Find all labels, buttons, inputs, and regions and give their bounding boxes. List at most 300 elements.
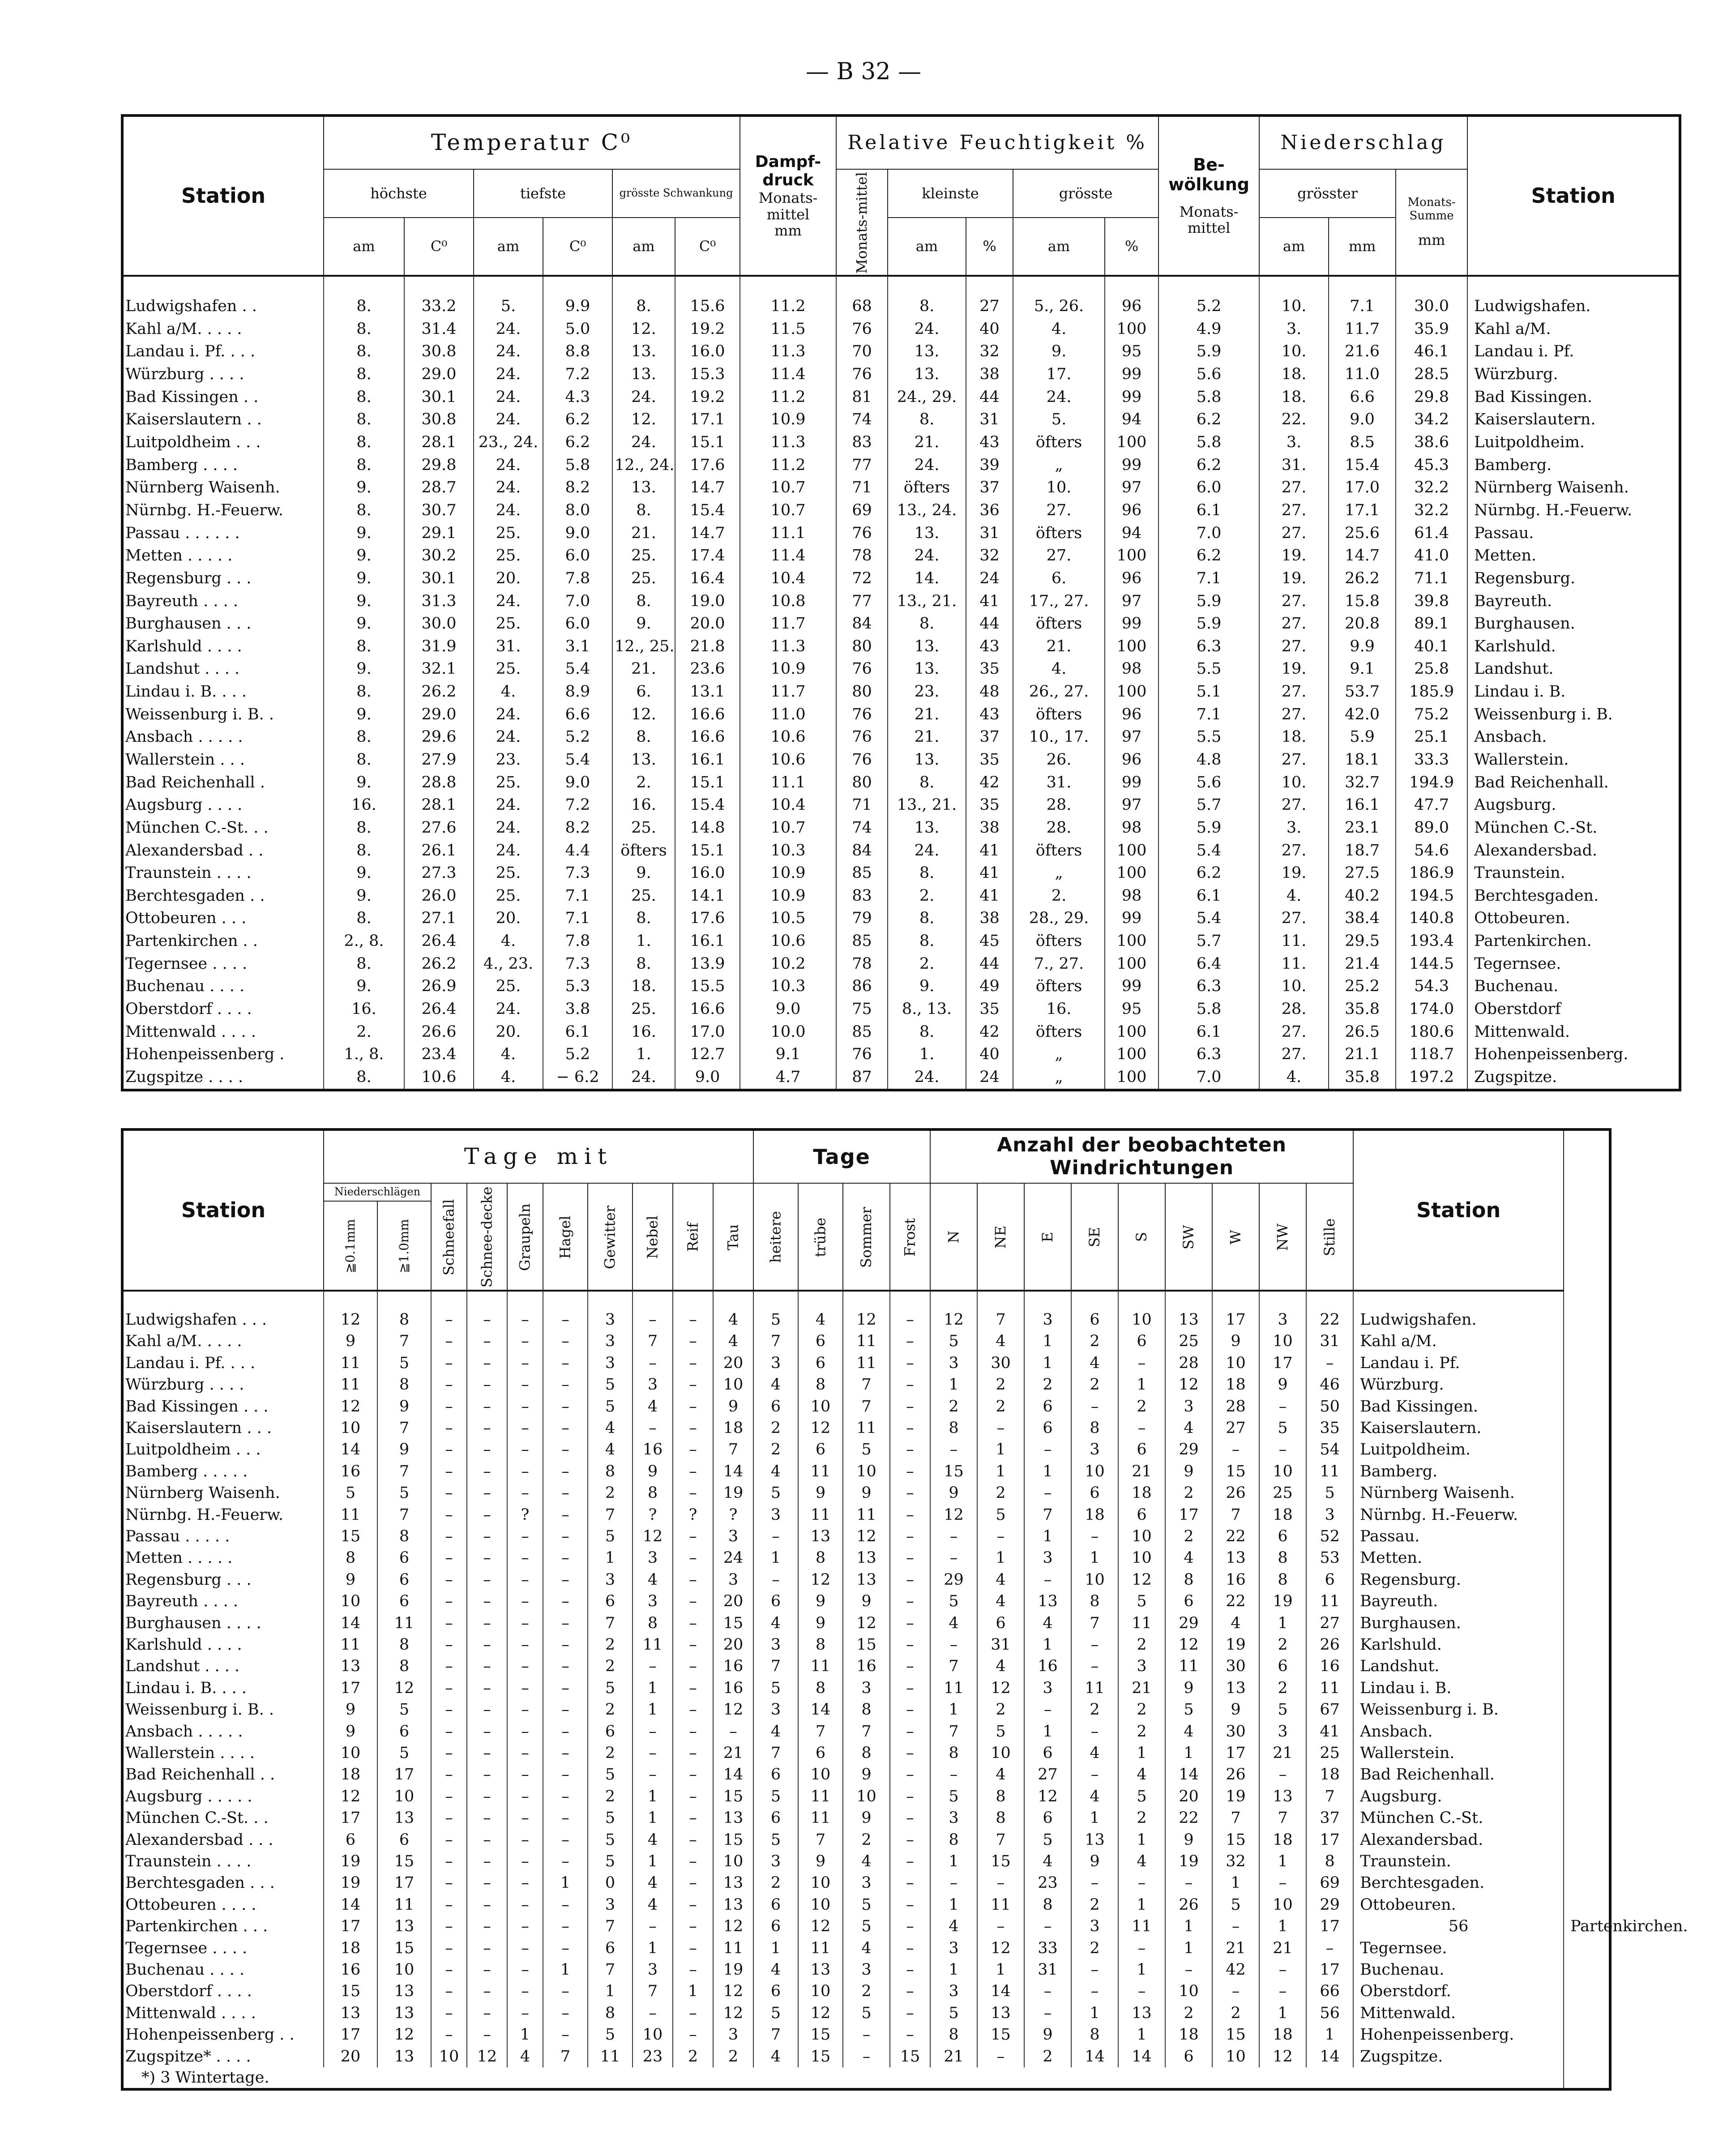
value-cell: 89.1 — [1396, 612, 1467, 635]
station-cell: Hohenpeissenberg . — [122, 1044, 324, 1066]
value-cell: 25. — [474, 862, 543, 885]
value-cell: 76 — [836, 522, 888, 545]
station-cell: Metten . . . . . — [122, 1548, 324, 1569]
value-cell: – — [890, 1331, 930, 1352]
value-cell: 71.1 — [1396, 567, 1467, 590]
value-cell: 31. — [474, 635, 543, 658]
value-cell: 84 — [836, 839, 888, 862]
station-cell: Bayreuth . . . . — [122, 590, 324, 613]
value-cell: 94 — [1105, 409, 1158, 432]
value-cell: 28. — [1259, 998, 1329, 1021]
value-cell: 12 — [930, 1504, 977, 1526]
station-right-cell: Mittenwald. — [1353, 2002, 1564, 2024]
station-cell: Landshut . . . . — [122, 1656, 324, 1677]
value-cell: 42 — [966, 1021, 1013, 1044]
value-cell: 9 — [1071, 1851, 1118, 1872]
value-cell: – — [543, 1396, 588, 1417]
value-cell: – — [673, 1548, 713, 1569]
value-cell: 10 — [633, 2024, 673, 2046]
value-cell: 4 — [1165, 1548, 1212, 1569]
value-cell: 8.9 — [543, 680, 612, 703]
value-cell: 9. — [324, 477, 404, 500]
value-cell: 9 — [930, 1482, 977, 1504]
value-cell: – — [507, 1808, 543, 1829]
value-cell: 85 — [836, 930, 888, 953]
value-cell: 27. — [1259, 499, 1329, 522]
value-cell: 1. — [888, 1044, 966, 1066]
value-cell: 3 — [713, 1569, 753, 1591]
value-cell: – — [543, 1829, 588, 1851]
station-cell: Nürnbg. H.-Feuerw. — [122, 499, 324, 522]
value-cell: 2 — [1071, 1331, 1118, 1352]
value-cell: 4.7 — [740, 1066, 836, 1090]
value-cell: 2 — [977, 1482, 1024, 1504]
value-cell: 76 — [836, 726, 888, 749]
bewoelkung-label: Be-wölkung — [1168, 155, 1249, 194]
station-right-cell: Kahl a/M. — [1467, 318, 1680, 341]
value-cell: 89.0 — [1396, 817, 1467, 839]
value-cell: 14 — [713, 1461, 753, 1482]
value-cell: 7 — [377, 1461, 431, 1482]
value-cell: 4. — [474, 1066, 543, 1090]
value-cell: 13 — [377, 1981, 431, 2002]
station-right-cell: Hohenpeissenberg. — [1353, 2024, 1564, 2046]
value-cell: 7 — [843, 1374, 890, 1395]
value-cell: 26.2 — [1329, 567, 1396, 590]
value-cell: – — [431, 1981, 467, 2002]
value-cell: 5.6 — [1158, 363, 1259, 386]
value-cell: 5 — [588, 1808, 633, 1829]
value-cell: 2 — [977, 1699, 1024, 1721]
value-cell: – — [431, 1742, 467, 1764]
value-cell: 12 — [843, 1613, 890, 1634]
value-cell: 1 — [1118, 2024, 1165, 2046]
value-cell: – — [467, 1309, 507, 1330]
value-cell: 13 — [1071, 1829, 1118, 1851]
station-right-cell: Alexandersbad. — [1353, 1829, 1564, 1851]
value-cell: 100 — [1105, 1066, 1158, 1090]
value-cell: 25. — [612, 885, 675, 907]
value-cell: 20 — [713, 1352, 753, 1374]
value-cell: 3 — [588, 1894, 633, 1916]
station-right-cell: Partenkirchen. — [1564, 1916, 1610, 1938]
value-cell: 6 — [977, 1613, 1024, 1634]
niederschlag-header: Niederschlag — [1259, 116, 1467, 169]
station-cell: Buchenau . . . . — [122, 1959, 324, 1981]
value-cell: 2 — [1024, 1374, 1071, 1395]
value-cell: 6 — [377, 1548, 431, 1569]
value-cell: 10.5 — [740, 907, 836, 930]
value-cell: 15 — [377, 1938, 431, 1959]
value-cell: 10 — [1165, 1981, 1212, 2002]
table-row — [122, 1482, 1610, 1504]
value-cell: 5.8 — [1158, 998, 1259, 1021]
value-cell: 9.0 — [1329, 409, 1396, 432]
value-cell: 14 — [1118, 2046, 1165, 2067]
value-cell: 1 — [507, 2024, 543, 2046]
value-cell: 100 — [1105, 862, 1158, 885]
value-cell: 15 — [798, 2024, 843, 2046]
value-cell: 27 — [1306, 1613, 1353, 1634]
value-cell: – — [543, 1742, 588, 1764]
value-cell: 11 — [798, 1808, 843, 1829]
station-cell: Oberstdorf . . . . — [122, 1981, 324, 2002]
value-cell: – — [1259, 1981, 1306, 2002]
station-header: Station — [122, 116, 324, 276]
table-row — [122, 839, 1680, 862]
value-cell: 14 — [324, 1439, 377, 1461]
table-row — [122, 1396, 1610, 1417]
value-cell: 17 — [324, 1916, 377, 1938]
value-cell: – — [890, 2002, 930, 2024]
value-cell: 16.6 — [675, 998, 740, 1021]
station-right-cell: Ludwigshafen. — [1353, 1309, 1564, 1330]
value-cell: 15.1 — [675, 771, 740, 794]
station-right-cell: Nürnberg Waisenh. — [1467, 477, 1680, 500]
value-cell: 35 — [966, 749, 1013, 771]
value-cell: 20.8 — [1329, 612, 1396, 635]
value-cell: 6.1 — [543, 1021, 612, 1044]
station-right-cell: München C.-St. — [1467, 817, 1680, 839]
value-cell: 9 — [798, 1591, 843, 1612]
value-cell: 1 — [753, 1938, 798, 1959]
value-cell: 100 — [1105, 1044, 1158, 1066]
value-cell: 8. — [612, 907, 675, 930]
value-cell: 2. — [888, 953, 966, 975]
value-cell: 10 — [798, 1873, 843, 1894]
value-cell: – — [1024, 1916, 1071, 1938]
value-cell: 19 — [713, 1482, 753, 1504]
value-cell: 12 — [713, 1699, 753, 1721]
value-cell: 38 — [966, 907, 1013, 930]
value-cell: 2. — [888, 885, 966, 907]
value-cell: 29.1 — [404, 522, 474, 545]
value-cell: – — [713, 1721, 753, 1742]
value-cell: 4 — [843, 1938, 890, 1959]
value-cell: – — [890, 1439, 930, 1461]
value-cell: 3 — [930, 1981, 977, 2002]
station-right-cell: Bayreuth. — [1467, 590, 1680, 613]
value-cell: 11.7 — [1329, 318, 1396, 341]
value-cell: 2 — [1118, 1396, 1165, 1417]
station-right-cell: Kaiserslautern. — [1353, 1417, 1564, 1439]
value-cell: 3 — [843, 1873, 890, 1894]
value-cell: 42.0 — [1329, 703, 1396, 726]
value-cell: 47.7 — [1396, 794, 1467, 817]
value-cell: 7., 27. — [1013, 953, 1105, 975]
value-cell: 4 — [633, 1873, 673, 1894]
value-cell: 38 — [966, 817, 1013, 839]
station-right-cell: Würzburg. — [1467, 363, 1680, 386]
value-cell: 5. — [1013, 409, 1105, 432]
value-cell: 5 — [1118, 1591, 1165, 1612]
value-cell: – — [467, 1331, 507, 1352]
climate-table-temperature — [121, 114, 1681, 1091]
value-cell: 30.0 — [1396, 295, 1467, 318]
value-cell: 1., 8. — [324, 1044, 404, 1066]
value-cell: 69 — [836, 499, 888, 522]
value-cell: 26.1 — [404, 839, 474, 862]
station-right-cell: Luitpoldheim. — [1467, 431, 1680, 454]
value-cell: 30.1 — [404, 386, 474, 409]
station-right-cell: Landshut. — [1467, 658, 1680, 681]
value-cell: 8. — [888, 409, 966, 432]
value-cell: 7.3 — [543, 953, 612, 975]
value-cell: 8 — [588, 2002, 633, 2024]
station-right-cell: Oberstdorf. — [1353, 1981, 1564, 2002]
value-cell: 1 — [977, 1439, 1024, 1461]
value-cell: 99 — [1105, 363, 1158, 386]
value-cell: 1 — [1118, 1742, 1165, 1764]
value-cell: – — [1024, 2002, 1071, 2024]
table-row — [122, 794, 1680, 817]
value-cell: 1 — [1071, 2002, 1118, 2024]
value-cell: 10.9 — [740, 409, 836, 432]
value-cell: 8 — [377, 1634, 431, 1656]
value-cell: 5.9 — [1158, 612, 1259, 635]
value-cell: 1 — [1212, 1873, 1259, 1894]
value-cell: 7 — [843, 1396, 890, 1417]
value-cell: 16 — [324, 1461, 377, 1482]
value-cell: – — [507, 1938, 543, 1959]
value-cell: ? — [633, 1504, 673, 1526]
value-cell: 4 — [930, 1916, 977, 1938]
value-cell: 38 — [966, 363, 1013, 386]
station-right-cell: Partenkirchen. — [1467, 930, 1680, 953]
table-row — [122, 1851, 1610, 1872]
table-row — [122, 477, 1680, 500]
value-cell: 23. — [474, 749, 543, 771]
monatssumme-header — [1396, 169, 1467, 276]
value-cell: 14 — [713, 1764, 753, 1786]
value-cell: – — [431, 1396, 467, 1417]
dampfdruck-header — [740, 116, 836, 276]
value-cell: 8. — [612, 953, 675, 975]
value-cell: – — [1071, 1721, 1118, 1742]
value-cell: 4 — [1165, 1417, 1212, 1439]
value-cell: 8 — [798, 1374, 843, 1395]
gewitter-header: Gewitter — [588, 1183, 633, 1291]
station-cell: Metten . . . . . — [122, 544, 324, 567]
value-cell: 29.0 — [404, 363, 474, 386]
value-cell: 1 — [543, 1959, 588, 1981]
value-cell: 96 — [1105, 703, 1158, 726]
station-right-cell: Buchenau. — [1467, 975, 1680, 998]
spacer-cell — [474, 276, 543, 295]
value-cell: 2 — [588, 1634, 633, 1656]
value-cell: 7.1 — [543, 885, 612, 907]
value-cell: 140.8 — [1396, 907, 1467, 930]
value-cell: 7 — [633, 1331, 673, 1352]
value-cell: 6 — [324, 1829, 377, 1851]
value-cell: 76 — [836, 363, 888, 386]
value-cell: 16.6 — [675, 703, 740, 726]
value-cell: 1 — [1259, 1916, 1306, 1938]
value-cell: 11 — [798, 1786, 843, 1807]
value-cell: 13. — [612, 477, 675, 500]
value-cell: – — [633, 1916, 673, 1938]
value-cell: – — [507, 1439, 543, 1461]
value-cell: 20. — [474, 567, 543, 590]
value-cell: 12 — [843, 1309, 890, 1330]
value-cell: – — [890, 1482, 930, 1504]
value-cell: 9.9 — [543, 295, 612, 318]
value-cell: 5.9 — [1158, 590, 1259, 613]
value-cell: 4 — [713, 1309, 753, 1330]
station-right-cell: Landshut. — [1353, 1656, 1564, 1677]
value-cell: 14 — [324, 1894, 377, 1916]
value-cell: 2 — [977, 1396, 1024, 1417]
value-cell: öfters — [1013, 930, 1105, 953]
value-cell: 25 — [1306, 1742, 1353, 1764]
station-cell: Ottobeuren . . . . — [122, 1894, 324, 1916]
value-cell: „ — [1013, 1066, 1105, 1090]
value-cell: 26. — [1013, 749, 1105, 771]
value-cell: 180.6 — [1396, 1021, 1467, 1044]
value-cell: – — [467, 1569, 507, 1591]
value-cell: – — [673, 1439, 713, 1461]
value-cell: 8. — [324, 635, 404, 658]
spacer-cell — [1024, 1291, 1071, 1309]
value-cell: 3 — [1024, 1548, 1071, 1569]
value-cell: 1 — [1118, 1829, 1165, 1851]
value-cell: 4 — [588, 1439, 633, 1461]
value-cell: 1 — [633, 1699, 673, 1721]
spacer-cell — [404, 276, 474, 295]
value-cell: 41 — [966, 590, 1013, 613]
station-cell: Würzburg . . . . — [122, 363, 324, 386]
value-cell: 19. — [1259, 544, 1329, 567]
value-cell: – — [930, 1526, 977, 1547]
value-cell: 11.5 — [740, 318, 836, 341]
value-cell: – — [1071, 1981, 1118, 2002]
value-cell: ? — [713, 1504, 753, 1526]
value-cell: 5 — [588, 1396, 633, 1417]
value-cell: 13 — [377, 1808, 431, 1829]
value-cell: 37 — [966, 726, 1013, 749]
spacer-cell — [888, 276, 966, 295]
value-cell: – — [431, 1482, 467, 1504]
value-cell: 95 — [1105, 341, 1158, 364]
value-cell: 14 — [324, 1613, 377, 1634]
station-cell: Landshut . . . . — [122, 658, 324, 681]
value-cell: 27 — [1212, 1417, 1259, 1439]
value-cell: 12 — [1259, 2046, 1306, 2067]
station-cell: Ansbach . . . . . — [122, 1721, 324, 1742]
value-cell: – — [673, 1873, 713, 1894]
value-cell: 26.9 — [404, 975, 474, 998]
value-cell: – — [543, 1938, 588, 1959]
value-cell: 6.2 — [1158, 454, 1259, 477]
value-cell: – — [1259, 1764, 1306, 1786]
value-cell: 11 — [1118, 1613, 1165, 1634]
value-cell: 100 — [1105, 318, 1158, 341]
value-cell: 5 — [588, 1526, 633, 1547]
value-cell: 12., 25. — [612, 635, 675, 658]
value-cell: 7.2 — [543, 363, 612, 386]
value-cell: 3 — [753, 1352, 798, 1374]
value-cell: 17.6 — [675, 907, 740, 930]
mm-header: mm — [1329, 218, 1396, 276]
value-cell: 9 — [843, 1808, 890, 1829]
value-cell: 12 — [713, 1981, 753, 2002]
value-cell: – — [673, 1613, 713, 1634]
value-cell: 5 — [1259, 1417, 1306, 1439]
value-cell: 9 — [324, 1331, 377, 1352]
value-cell: – — [890, 1591, 930, 1612]
value-cell: – — [543, 1808, 588, 1829]
value-cell: 10.7 — [740, 477, 836, 500]
value-cell: 7 — [798, 1721, 843, 1742]
value-cell: 1 — [1165, 1742, 1212, 1764]
value-cell: 85 — [836, 862, 888, 885]
value-cell: 5.1 — [1158, 680, 1259, 703]
value-cell: 5.4 — [543, 658, 612, 681]
value-cell: 6. — [612, 680, 675, 703]
value-cell: 9. — [324, 975, 404, 998]
value-cell: 66 — [1306, 1981, 1353, 2002]
value-cell: 1 — [1024, 1721, 1071, 1742]
value-cell: 1. — [612, 930, 675, 953]
value-cell: 11.1 — [740, 771, 836, 794]
value-cell: 15.6 — [675, 295, 740, 318]
value-cell: – — [1306, 1352, 1353, 1374]
value-cell: – — [1071, 1959, 1118, 1981]
spacer-cell — [1158, 276, 1259, 295]
value-cell: 21 — [1259, 1938, 1306, 1959]
value-cell: 5 — [753, 1786, 798, 1807]
value-cell: 13 — [713, 1873, 753, 1894]
value-cell: 31 — [1024, 1959, 1071, 1981]
value-cell: 25. — [474, 522, 543, 545]
value-cell: 26 — [1212, 1764, 1259, 1786]
value-cell: 46 — [1306, 1374, 1353, 1395]
value-cell: – — [1118, 1352, 1165, 1374]
value-cell: 174.0 — [1396, 998, 1467, 1021]
value-cell: 9 — [1212, 1699, 1259, 1721]
value-cell: – — [431, 1916, 467, 1938]
value-cell: 3 — [1165, 1396, 1212, 1417]
value-cell: 79 — [836, 907, 888, 930]
value-cell: 10.6 — [740, 930, 836, 953]
truebe-header: trübe — [798, 1183, 843, 1291]
value-cell: 9 — [377, 1396, 431, 1417]
value-cell: 9 — [633, 1461, 673, 1482]
value-cell: 7.8 — [543, 567, 612, 590]
table-row — [122, 1504, 1610, 1526]
value-cell: – — [467, 1417, 507, 1439]
value-cell: – — [467, 1916, 507, 1938]
value-cell: 11 — [324, 1634, 377, 1656]
wind-w-header: W — [1212, 1183, 1259, 1291]
value-cell: – — [431, 1591, 467, 1612]
value-cell: 8.8 — [543, 341, 612, 364]
value-cell: 78 — [836, 544, 888, 567]
value-cell: – — [633, 2002, 673, 2024]
value-cell: 42 — [1212, 1959, 1259, 1981]
value-cell: 27. — [1259, 522, 1329, 545]
value-cell: 16. — [324, 794, 404, 817]
value-cell: 11 — [377, 1613, 431, 1634]
value-cell: – — [890, 1526, 930, 1547]
value-cell: 11.4 — [740, 363, 836, 386]
value-cell: 6 — [377, 1591, 431, 1612]
value-cell: 6 — [753, 1916, 798, 1938]
value-cell: 12. — [612, 318, 675, 341]
value-cell: – — [1118, 1873, 1165, 1894]
value-cell: 24. — [474, 998, 543, 1021]
value-cell: – — [1212, 1916, 1259, 1938]
